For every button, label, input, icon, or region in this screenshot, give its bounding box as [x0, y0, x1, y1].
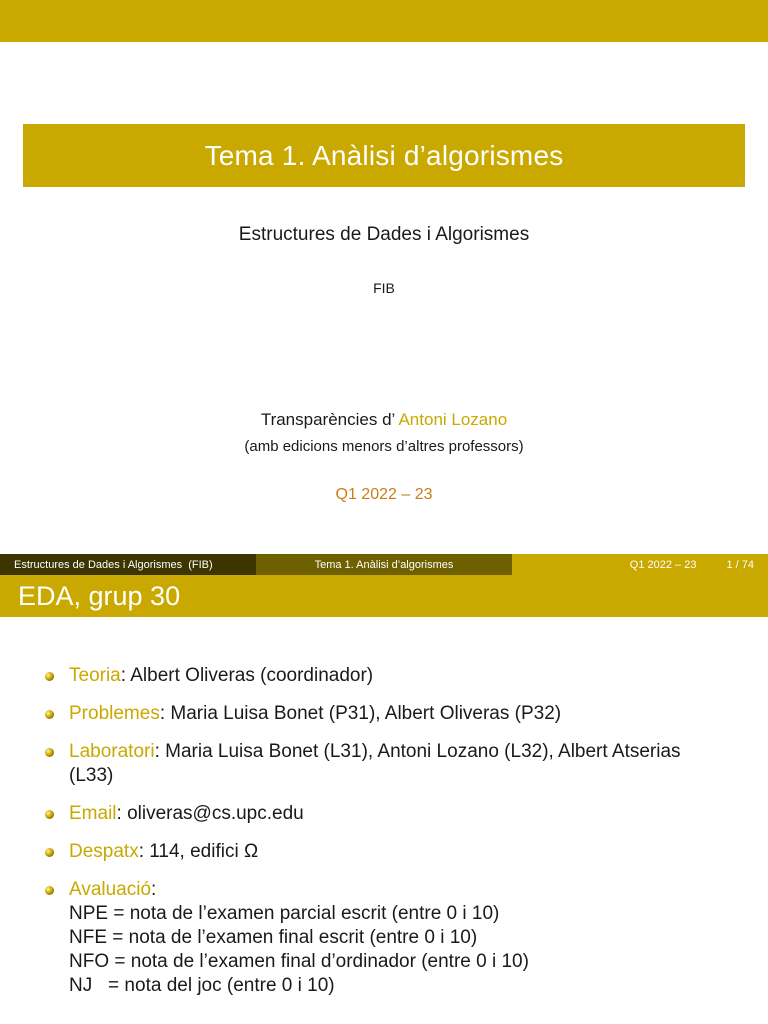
item-text: : Maria Luisa Bonet (L31), Antoni Lozano (L32), Albert Atserias (L33)	[69, 741, 681, 786]
evaluation-line-nfe: NFE = nota de l’examen final escrit (entre 0 i 10)	[69, 927, 478, 948]
list-item-avaluacio	[0, 878, 768, 998]
item-key: Avaluació	[69, 879, 152, 900]
footer-course	[0, 554, 256, 575]
bullet-icon	[45, 810, 54, 819]
list-item-problemes	[0, 702, 768, 726]
institute: FIB	[373, 280, 395, 296]
item-key: Teoria	[69, 665, 121, 686]
evaluation-line-npe: NPE = nota de l’examen parcial escrit (entre 0 i 10)	[69, 903, 500, 924]
item-text: : oliveras@cs.upc.edu	[116, 803, 304, 824]
item-text: : Maria Luisa Bonet (P31), Albert Oliveras (P32)	[159, 703, 562, 724]
footer-info	[512, 554, 768, 575]
title-box	[23, 124, 745, 187]
presentation-title: Tema 1. Anàlisi d’algorismes	[204, 139, 564, 171]
presentation-subtitle: Estructures de Dades i Algorismes	[238, 224, 530, 245]
item-text: :	[151, 879, 157, 900]
evaluation-line-nj: NJ = nota del joc (entre 0 i 10)	[69, 975, 335, 996]
item-key: Email	[69, 803, 117, 824]
footer-page-number: 1 / 74	[726, 558, 754, 571]
info-list	[0, 664, 768, 1012]
item-text: : 114, edifici Ω	[138, 841, 259, 862]
list-item-teoria	[0, 664, 768, 688]
footer-topic	[256, 554, 512, 575]
presentation-date: Q1 2022 – 23	[335, 486, 433, 503]
author-prefix: Transparències d’	[260, 410, 395, 429]
bullet-icon	[45, 710, 54, 719]
bullet-icon	[45, 886, 54, 895]
item-key: Laboratori	[69, 741, 155, 762]
item-key: Despatx	[69, 841, 139, 862]
list-item-email	[0, 802, 768, 826]
item-text: : Albert Oliveras (coordinador)	[120, 665, 374, 686]
author-note: (amb edicions menors d’altres professors)	[244, 438, 524, 455]
author-name: Antoni Lozano	[398, 410, 508, 429]
footer-date: Q1 2022 – 23	[629, 558, 697, 571]
frame-title: EDA, grup 30	[18, 580, 181, 611]
frame-title-bar	[0, 575, 768, 617]
item-key: Problemes	[69, 703, 160, 724]
evaluation-line-nfo: NFO = nota de l’examen final d’ordinador (entre 0 i 10)	[69, 951, 529, 972]
slide-footer	[0, 554, 768, 575]
bullet-icon	[45, 748, 54, 757]
top-header-strip	[0, 0, 768, 42]
list-item-despatx	[0, 840, 768, 864]
bullet-icon	[45, 672, 54, 681]
author-line	[0, 410, 768, 430]
list-item-laboratori	[0, 740, 768, 788]
footer-course-label: Estructures de Dades i Algorismes (FIB)	[14, 558, 213, 571]
bullet-icon	[45, 848, 54, 857]
footer-topic-label: Tema 1. Anàlisi d’algorismes	[314, 558, 454, 571]
